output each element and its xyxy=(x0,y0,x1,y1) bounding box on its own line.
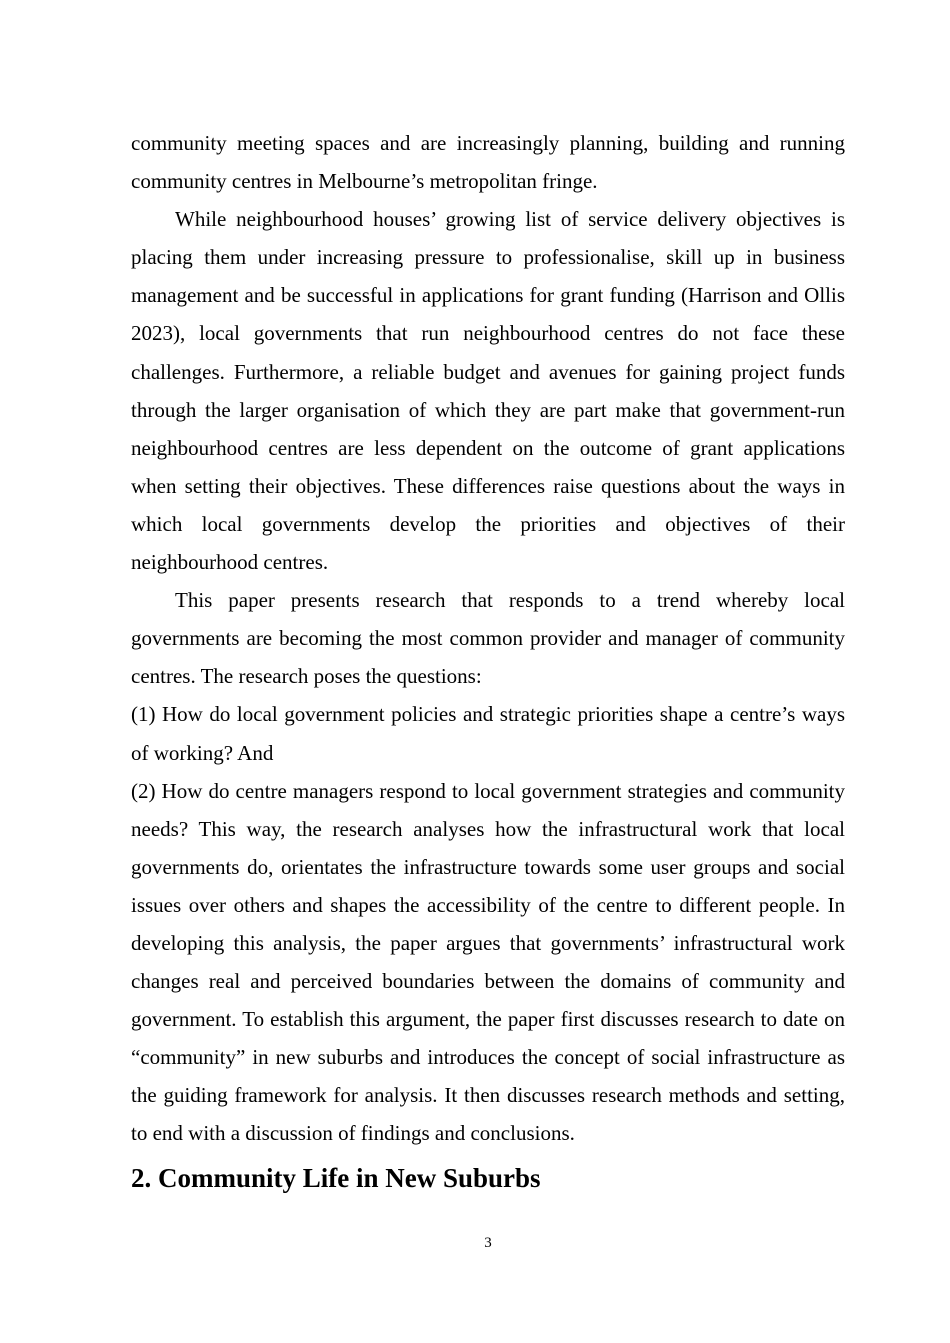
section-heading: 2. Community Life in New Suburbs xyxy=(131,1162,541,1193)
paragraph-neighbourhood-houses: While neighbourhood houses’ growing list of service delivery objectives is placing them under increasing pressure to professionalise, skill up in business management and be successful in applications for grant funding (Harrison and Ollis 2023), local governments that run neighbourhood centres do not face these challenges. Furthermore, a reliable budget and avenues for gaining project funds through the larger organisation of which they are part make that government-run neighbourhood centres are less dependent on the outcome of grant applications when setting their objectives. These differences raise questions about the ways in which local governments develop the priorities and objectives of their neighbourhood centres. xyxy=(131,207,845,575)
paragraph-research-intro: This paper presents research that responds to a trend whereby local governments are becoming the most common provider and manager of community centres. The research poses the questions: xyxy=(131,588,845,689)
paragraph-continuation: community meeting spaces and are increasingly planning, building and running community centres in Melbourne’s metropolitan fringe. xyxy=(131,131,845,194)
research-question-1: (1) How do local government policies and strategic priorities shape a centre’s ways of working? And xyxy=(131,702,845,765)
page-body xyxy=(131,124,845,1195)
research-question-2: (2) How do centre managers respond to local government strategies and community needs? This way, the research analyses how the infrastructural work that local governments do, orientates the infrastructure towards some user groups and social issues over others and shapes the accessibility of the centre to different people. In developing this analysis, the paper argues that governments’ infrastructural work changes real and perceived boundaries between the domains of community and government. To establish this argument, the paper first discusses research to date on “community” in new suburbs and introduces the concept of social infrastructure as the guiding framework for analysis. It then discusses research methods and setting, to end with a discussion of findings and conclusions. xyxy=(131,778,845,1146)
page-number: 3 xyxy=(484,1235,492,1251)
